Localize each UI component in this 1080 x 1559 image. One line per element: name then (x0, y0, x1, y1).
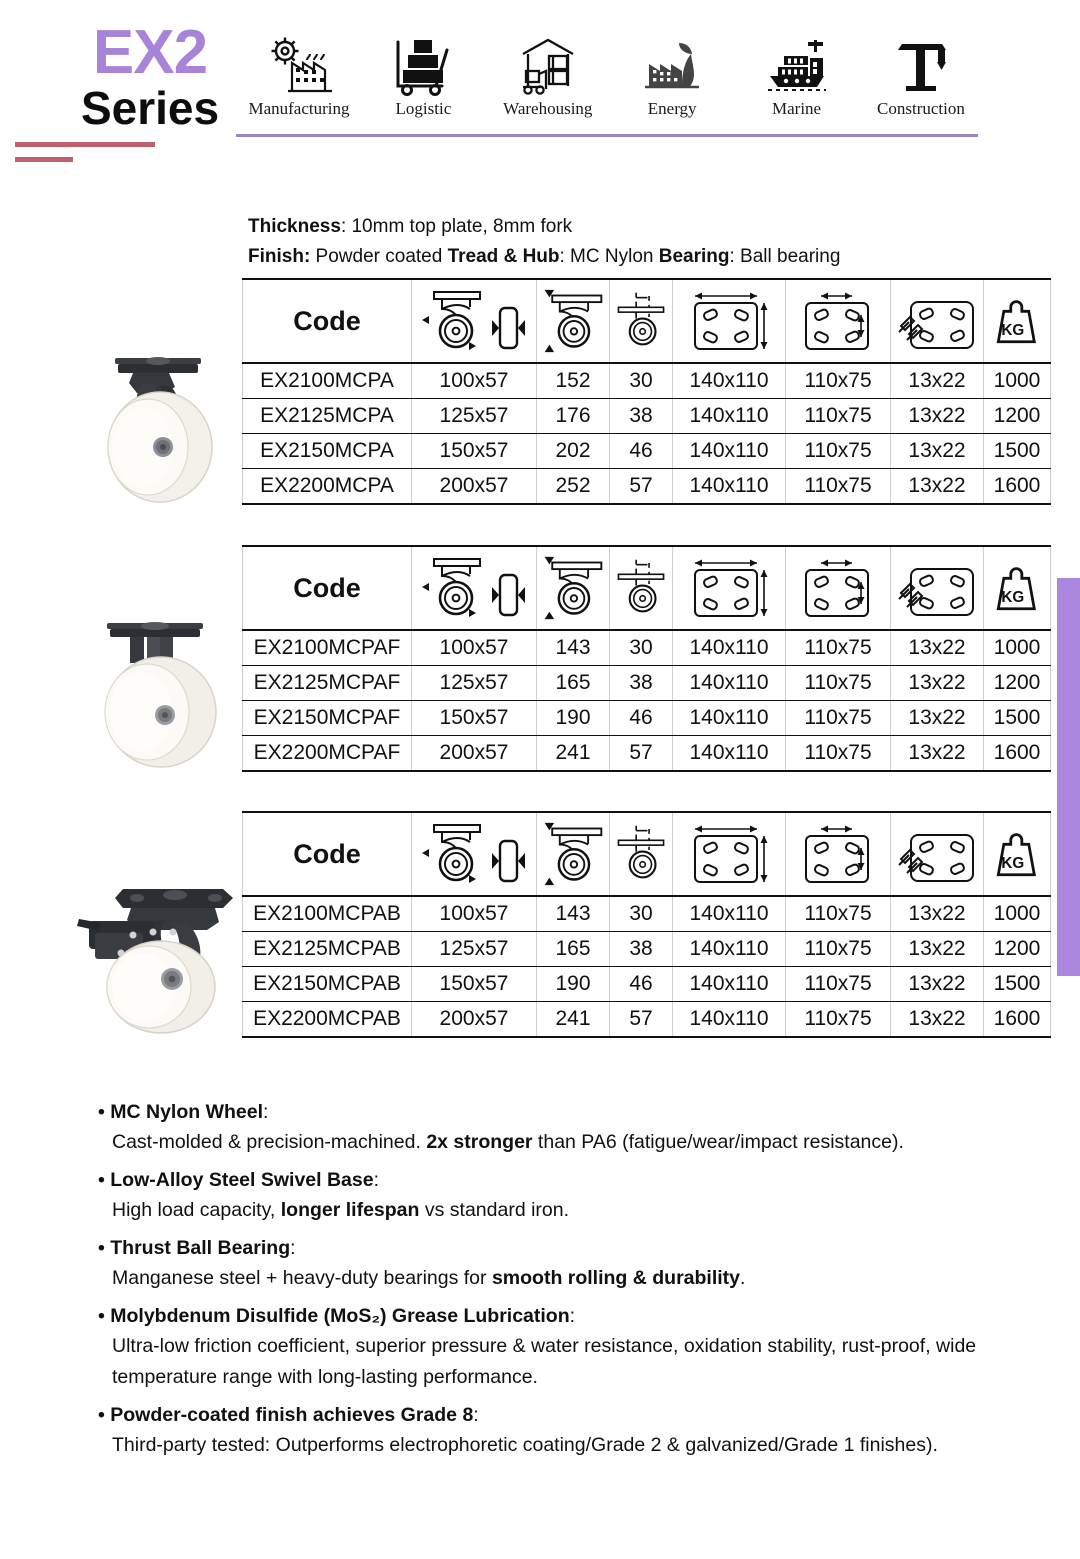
feature-title-colon: : (263, 1101, 269, 1123)
tower-crane-icon (890, 28, 952, 96)
cell-hole: 13x22 (891, 896, 984, 932)
cell-plate: 140x110 (673, 434, 786, 469)
cell-bolt: 110x75 (786, 363, 891, 399)
feature-title-colon: : (569, 1305, 576, 1327)
industry-label: Marine (772, 99, 822, 118)
spec-thickness (248, 212, 1038, 242)
cell-offset: 46 (610, 701, 673, 736)
cell-code: EX2100MCPAF (243, 630, 412, 666)
top-plate-size-icon (673, 546, 786, 630)
table-row (243, 666, 1051, 701)
cell-offset: 46 (610, 967, 673, 1002)
cell-hole: 13x22 (891, 967, 984, 1002)
cell-bolt: 110x75 (786, 469, 891, 505)
cell-hole: 13x22 (891, 1002, 984, 1038)
cell-wheel: 125x57 (412, 666, 537, 701)
cell-offset: 57 (610, 736, 673, 772)
overall-height-icon (537, 546, 610, 630)
cell-hole: 13x22 (891, 363, 984, 399)
cell-bolt: 110x75 (786, 896, 891, 932)
cell-offset: 46 (610, 434, 673, 469)
cell-hole: 13x22 (891, 399, 984, 434)
feature-body (98, 1195, 1063, 1226)
feature-body-pre: Third-party tested: Outperforms electrophoretic coating/Grade 2 & galvanized/Grade 1 finishes). (112, 1434, 938, 1456)
table-row (243, 736, 1051, 772)
feature-item (98, 1301, 1063, 1393)
cell-code: EX2200MCPA (243, 469, 412, 505)
cell-load: 1500 (984, 434, 1051, 469)
cell-wheel: 200x57 (412, 1002, 537, 1038)
cell-plate: 140x110 (673, 701, 786, 736)
cell-code: EX2150MCPAB (243, 967, 412, 1002)
table-row (243, 399, 1051, 434)
industry-item-energy[interactable] (613, 28, 731, 119)
feature-body-post: . (740, 1267, 746, 1289)
industry-item-warehousing[interactable] (489, 28, 607, 119)
cell-wheel: 200x57 (412, 469, 537, 505)
feature-body-pre: Ultra-low friction coefficient, superior pressure & water resistance, oxidation stability, rust-proof, wide temperature range with long-lasting performance. (112, 1335, 977, 1388)
feature-body-post: than PA6 (fatigue/wear/impact resistance). (532, 1131, 904, 1153)
cell-plate: 140x110 (673, 932, 786, 967)
cell-offset: 38 (610, 932, 673, 967)
feature-item (98, 1097, 1063, 1158)
industry-item-construction[interactable] (862, 28, 980, 119)
cell-code: EX2125MCPA (243, 399, 412, 434)
header-code (243, 812, 412, 896)
swivel-offset-icon (610, 279, 673, 363)
industry-item-logistic[interactable] (364, 28, 482, 119)
rigid-caster-photo (85, 615, 245, 780)
spec-summary (248, 212, 1038, 272)
feature-title (98, 1165, 1063, 1195)
cell-height: 143 (537, 630, 610, 666)
cell-height: 152 (537, 363, 610, 399)
cell-bolt: 110x75 (786, 1002, 891, 1038)
cell-height: 176 (537, 399, 610, 434)
feature-item (98, 1233, 1063, 1294)
brand-rule-short (15, 157, 73, 162)
table-row (243, 469, 1051, 505)
swivel-offset-icon (610, 812, 673, 896)
feature-title-colon: : (373, 1169, 380, 1191)
svg-text:KG: KG (1001, 321, 1025, 339)
industry-nav (240, 28, 980, 119)
spec-bearing-value: : Ball bearing (729, 246, 841, 267)
cell-offset: 30 (610, 363, 673, 399)
overall-height-icon (537, 279, 610, 363)
cell-plate: 140x110 (673, 1002, 786, 1038)
industry-item-marine[interactable] (738, 28, 856, 119)
cell-plate: 140x110 (673, 630, 786, 666)
table-row (243, 1002, 1051, 1038)
cell-offset: 38 (610, 399, 673, 434)
svg-text:KG: KG (1001, 588, 1025, 606)
bolt-hole-diameter-icon (891, 546, 984, 630)
cell-plate: 140x110 (673, 363, 786, 399)
feature-title (98, 1400, 1063, 1430)
cell-code: EX2100MCPAB (243, 896, 412, 932)
cell-height: 165 (537, 666, 610, 701)
wheel-diameter-width-icon (412, 546, 537, 630)
header-code-label: Code (293, 572, 361, 603)
svg-text:KG: KG (1001, 854, 1025, 872)
cell-plate: 140x110 (673, 469, 786, 505)
bolt-hole-diameter-icon (891, 812, 984, 896)
bullet-dot-icon: • (98, 1237, 111, 1259)
table-row (243, 701, 1051, 736)
brand-logo (60, 18, 240, 134)
feature-title (98, 1097, 1063, 1127)
feature-title-text: MC Nylon Wheel (110, 1101, 264, 1123)
cell-wheel: 100x57 (412, 896, 537, 932)
feature-title-text: Powder-coated finish achieves Grade 8 (110, 1404, 474, 1426)
table-row (243, 932, 1051, 967)
cell-wheel: 150x57 (412, 434, 537, 469)
cell-load: 1600 (984, 1002, 1051, 1038)
bullet-dot-icon: • (98, 1169, 111, 1191)
cell-offset: 30 (610, 630, 673, 666)
header-code (243, 546, 412, 630)
cell-bolt: 110x75 (786, 666, 891, 701)
cell-plate: 140x110 (673, 736, 786, 772)
cell-code: EX2100MCPA (243, 363, 412, 399)
cell-load: 1600 (984, 469, 1051, 505)
feature-title-text: Thrust Ball Bearing (110, 1237, 291, 1259)
feature-body-pre: Cast-molded & precision-machined. (112, 1131, 427, 1153)
cell-offset: 30 (610, 896, 673, 932)
load-capacity-kg-icon (984, 546, 1051, 630)
cell-bolt: 110x75 (786, 630, 891, 666)
bullet-dot-icon: • (98, 1101, 111, 1123)
table-header-row (243, 546, 1051, 630)
cell-height: 165 (537, 932, 610, 967)
top-plate-size-icon (673, 812, 786, 896)
header-code-label: Code (293, 838, 361, 869)
cell-load: 1600 (984, 736, 1051, 772)
brand-line-1: EX2 (92, 18, 208, 87)
feature-item (98, 1400, 1063, 1461)
feature-body-pre: Manganese steel + heavy-duty bearings for (112, 1267, 492, 1289)
overall-height-icon (537, 812, 610, 896)
side-tab-marker (1057, 578, 1080, 976)
cell-bolt: 110x75 (786, 399, 891, 434)
cell-wheel: 125x57 (412, 932, 537, 967)
cell-wheel: 150x57 (412, 967, 537, 1002)
cell-hole: 13x22 (891, 932, 984, 967)
industry-label: Manufacturing (248, 99, 350, 118)
cell-code: EX2125MCPAF (243, 666, 412, 701)
brand-rule-long (15, 142, 155, 147)
spec-thickness-value: : 10mm top plate, 8mm fork (340, 216, 573, 237)
feature-title-colon: : (290, 1237, 296, 1259)
cell-bolt: 110x75 (786, 967, 891, 1002)
load-capacity-kg-icon (984, 812, 1051, 896)
cell-load: 1000 (984, 896, 1051, 932)
cargo-ship-icon (764, 28, 830, 96)
feature-title-text: Low-Alloy Steel Swivel Base (110, 1169, 374, 1191)
page-header (0, 0, 1080, 200)
table-row (243, 363, 1051, 399)
cell-bolt: 110x75 (786, 736, 891, 772)
cell-code: EX2150MCPAF (243, 701, 412, 736)
feature-title-colon: : (473, 1404, 479, 1426)
cell-bolt: 110x75 (786, 701, 891, 736)
feature-body-bold: 2x stronger (426, 1131, 533, 1153)
spec-finish-label: Finish: (248, 246, 311, 267)
spec-thickness-label: Thickness (248, 216, 341, 237)
table-header-row (243, 812, 1051, 896)
cell-wheel: 125x57 (412, 399, 537, 434)
cell-bolt: 110x75 (786, 932, 891, 967)
bullet-dot-icon: • (98, 1404, 111, 1426)
cell-offset: 57 (610, 1002, 673, 1038)
wheel-diameter-width-icon (412, 812, 537, 896)
industry-label: Construction (877, 99, 965, 118)
cell-load: 1500 (984, 967, 1051, 1002)
forklift-warehouse-icon (515, 28, 581, 96)
industry-label: Warehousing (503, 99, 593, 118)
bolt-hole-pattern-icon (786, 812, 891, 896)
swivel-caster-photo (85, 350, 245, 515)
swivel-caster-table (242, 278, 1041, 505)
bolt-hole-pattern-icon (786, 546, 891, 630)
cell-plate: 140x110 (673, 399, 786, 434)
feature-body (98, 1430, 1063, 1461)
cell-hole: 13x22 (891, 736, 984, 772)
table-row (243, 434, 1051, 469)
spec-bearing-label: Bearing (658, 246, 730, 267)
cell-load: 1200 (984, 666, 1051, 701)
bolt-hole-diameter-icon (891, 279, 984, 363)
cell-height: 202 (537, 434, 610, 469)
cell-wheel: 150x57 (412, 701, 537, 736)
cell-hole: 13x22 (891, 469, 984, 505)
cell-hole: 13x22 (891, 434, 984, 469)
feature-body (98, 1331, 1063, 1393)
cell-load: 1500 (984, 701, 1051, 736)
wheel-diameter-width-icon (412, 279, 537, 363)
brake-caster-photo (75, 875, 250, 1040)
cell-hole: 13x22 (891, 701, 984, 736)
feature-list (98, 1090, 1063, 1461)
bolt-hole-pattern-icon (786, 279, 891, 363)
rigid-caster-table (242, 545, 1041, 772)
brake-caster-table (242, 811, 1041, 1038)
feature-body (98, 1263, 1063, 1294)
feature-body-bold: smooth rolling & durability (491, 1267, 741, 1289)
hand-truck-icon (392, 28, 454, 96)
feature-item (98, 1165, 1063, 1226)
industry-nav-divider (236, 134, 978, 137)
cell-bolt: 110x75 (786, 434, 891, 469)
cell-code: EX2150MCPA (243, 434, 412, 469)
cell-plate: 140x110 (673, 666, 786, 701)
factory-gear-icon (266, 28, 332, 96)
cell-height: 241 (537, 736, 610, 772)
cell-height: 252 (537, 469, 610, 505)
brand-line-2: Series (80, 81, 220, 134)
spec-finish-value: Powder coated (310, 246, 448, 267)
feature-body-bold: longer lifespan (280, 1199, 420, 1221)
cell-offset: 57 (610, 469, 673, 505)
cell-wheel: 100x57 (412, 630, 537, 666)
industry-label: Logistic (395, 99, 452, 118)
cell-hole: 13x22 (891, 630, 984, 666)
cell-load: 1000 (984, 630, 1051, 666)
header-code-label: Code (293, 305, 361, 336)
table-row (243, 896, 1051, 932)
bullet-dot-icon: • (98, 1305, 111, 1327)
cell-height: 190 (537, 701, 610, 736)
feature-title (98, 1233, 1063, 1263)
feature-body-post: vs standard iron. (419, 1199, 570, 1221)
industry-label: Energy (647, 99, 697, 118)
cell-load: 1000 (984, 363, 1051, 399)
header-code (243, 279, 412, 363)
cell-height: 190 (537, 967, 610, 1002)
table-row (243, 630, 1051, 666)
spec-tread-label: Tread & Hub (447, 246, 560, 267)
cell-load: 1200 (984, 399, 1051, 434)
cell-load: 1200 (984, 932, 1051, 967)
cell-height: 241 (537, 1002, 610, 1038)
spec-finish-row (248, 242, 1038, 272)
cell-offset: 38 (610, 666, 673, 701)
table-header-row (243, 279, 1051, 363)
feature-body-pre: High load capacity, (112, 1199, 281, 1221)
power-plant-icon (641, 28, 703, 96)
cell-plate: 140x110 (673, 967, 786, 1002)
cell-code: EX2200MCPAB (243, 1002, 412, 1038)
industry-item-manufacturing[interactable] (240, 28, 358, 119)
top-plate-size-icon (673, 279, 786, 363)
table-row (243, 967, 1051, 1002)
cell-plate: 140x110 (673, 896, 786, 932)
spec-tread-value: : MC Nylon (559, 246, 659, 267)
cell-code: EX2200MCPAF (243, 736, 412, 772)
swivel-offset-icon (610, 546, 673, 630)
feature-title (98, 1301, 1063, 1331)
cell-height: 143 (537, 896, 610, 932)
load-capacity-kg-icon (984, 279, 1051, 363)
feature-title-text: Molybdenum Disulfide (MoS₂) Grease Lubrication (110, 1305, 570, 1327)
cell-wheel: 100x57 (412, 363, 537, 399)
cell-hole: 13x22 (891, 666, 984, 701)
cell-wheel: 200x57 (412, 736, 537, 772)
feature-body (98, 1127, 1063, 1158)
cell-code: EX2125MCPAB (243, 932, 412, 967)
